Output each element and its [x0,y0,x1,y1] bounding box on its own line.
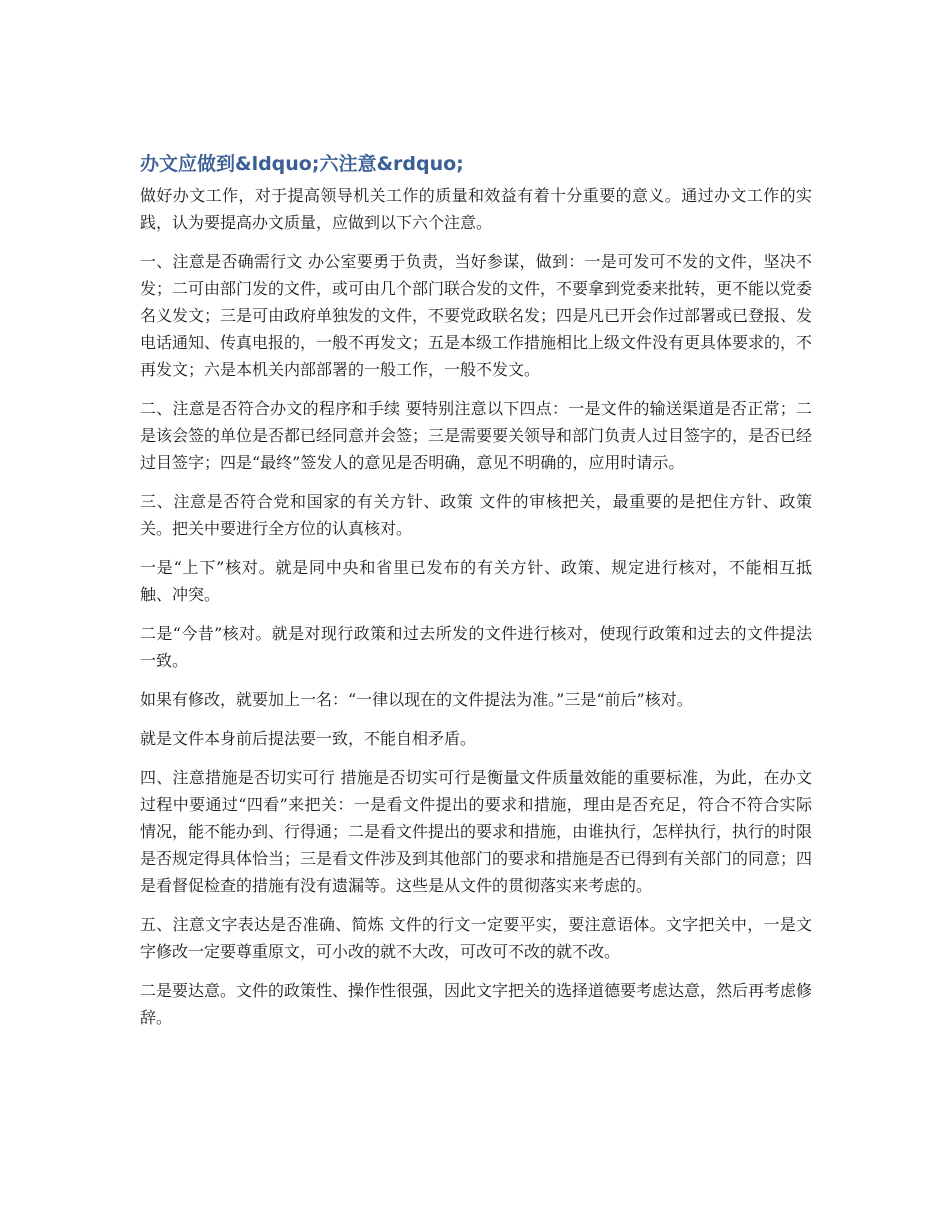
paragraph-check-up-down: 一是“上下”核对。就是同中央和省里已发布的有关方针、政策、规定进行核对，不能相互抵触、冲突。 [140,558,812,604]
document-title: 办文应做到&ldquo;六注意&rdquo; [140,153,464,175]
paragraph-revision-note: 如果有修改，就要加上一名：“一律以现在的文件提法为准。”三是“前后”核对。 [140,690,693,709]
paragraph-check-past-present: 二是“今昔”核对。就是对现行政策和过去所发的文件进行核对，使现行政策和过去的文件提法一致。 [140,624,812,670]
paragraph-point-1: 一、注意是否确需行文 办公室要勇于负责，当好参谋，做到：一是可发可不发的文件，坚决不发；二可由部门发的文件，或可由几个部门联合发的文件，不要拿到党委来批转，更不能以党委名义发文；三是可由政府单独发的文件，不要党政联名发；四是凡已开会作过部署或已登报、发电话通知、传真电报的，一般不再发文；五是本级工作措施相比上级文件没有更具体要求的，不再发文；六是本机关内部部署的一般工作，一般不发文。 [140,252,813,379]
paragraph-point-2: 二、注意是否符合办文的程序和手续 要特别注意以下四点：一是文件的输送渠道是否正常；二是该会签的单位是否都已经同意并会签；三是需要要关领导和部门负责人过目签字的，是否已经过目签字；四是“最终”签发人的意见是否明确，意见不明确的，应用时请示。 [140,399,813,472]
paragraph-consistency: 就是文件本身前后提法要一致，不能自相矛盾。 [140,729,477,748]
paragraph-point-4: 四、注意措施是否切实可行 措施是否切实可行是衡量文件质量效能的重要标准，为此，在办文过程中要通过“四看”来把关：一是看文件提出的要求和措施，理由是否充足，符合不符合实际情况，能不能办到、行得通；二是看文件提出的要求和措施，由谁执行，怎样执行，执行的时限是否规定得具体恰当；三是看文件涉及到其他部门的要求和措施是否已得到有关部门的同意；四是看督促检查的措施有没有遗漏等。这些是从文件的贯彻落实来考虑的。 [140,768,813,895]
document-page [140,150,812,1043]
paragraph-convey-meaning: 二是要达意。文件的政策性、操作性很强，因此文字把关的选择道德要考虑达意，然后再考虑修辞。 [140,981,813,1027]
paragraph-point-5: 五、注意文字表达是否准确、简炼 文件的行文一定要平实，要注意语体。文字把关中，一是文字修改一定要尊重原文，可小改的就不大改，可改可不改的就不改。 [140,915,812,961]
paragraph-point-3: 三、注意是否符合党和国家的有关方针、政策 文件的审核把关，最重要的是把住方针、政策关。把关中要进行全方位的认真核对。 [140,492,812,538]
paragraph-intro: 做好办文工作，对于提高领导机关工作的质量和效益有着十分重要的意义。通过办文工作的实践，认为要提高办文质量，应做到以下六个注意。 [140,186,812,232]
